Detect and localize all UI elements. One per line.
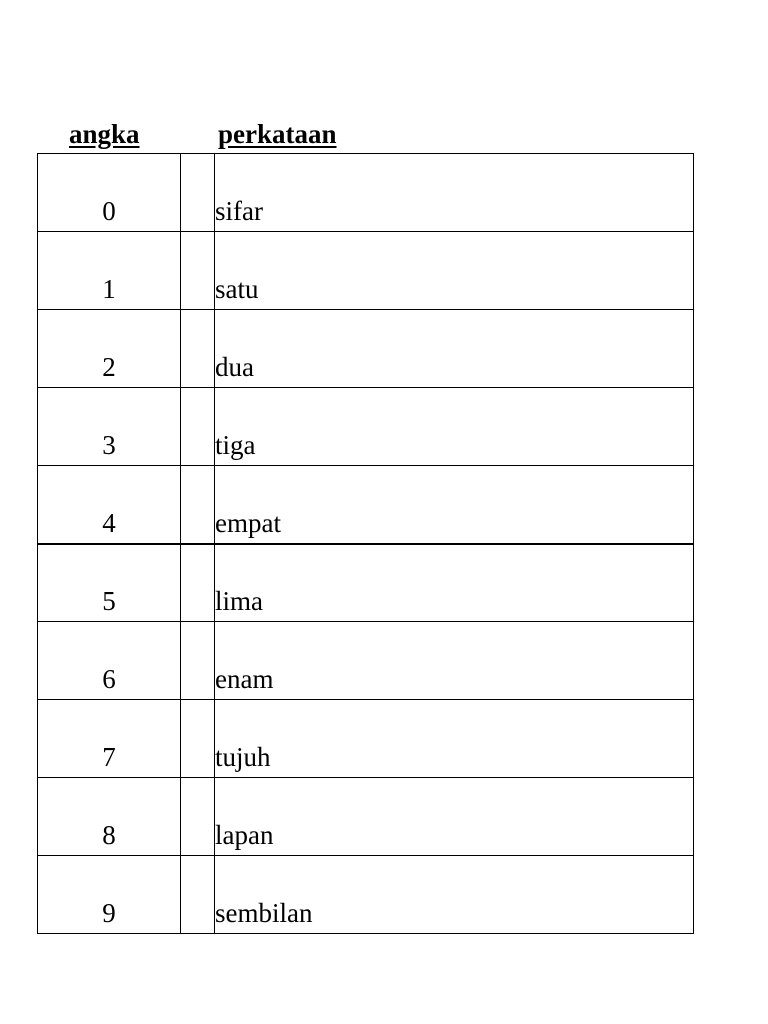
word-cell: tujuh	[215, 700, 694, 778]
number-cell: 0	[38, 154, 181, 232]
table-row	[38, 700, 694, 778]
table-row	[38, 310, 694, 388]
number-words-table	[37, 153, 694, 934]
table-row	[38, 388, 694, 466]
spacer-cell	[181, 544, 215, 622]
number-cell: 4	[38, 466, 181, 544]
number-cell: 6	[38, 622, 181, 700]
table-row	[38, 544, 694, 622]
number-cell: 9	[38, 856, 181, 934]
spacer-cell	[181, 232, 215, 310]
number-cell: 7	[38, 700, 181, 778]
spacer-cell	[181, 310, 215, 388]
word-cell: satu	[215, 232, 694, 310]
table-row	[38, 778, 694, 856]
word-cell: lima	[215, 544, 694, 622]
header-number: angka	[69, 119, 140, 149]
word-cell: tiga	[215, 388, 694, 466]
word-cell: enam	[215, 622, 694, 700]
number-cell: 5	[38, 544, 181, 622]
number-cell: 1	[38, 232, 181, 310]
table-row	[38, 856, 694, 934]
word-cell: sifar	[215, 154, 694, 232]
word-cell: dua	[215, 310, 694, 388]
number-cell: 2	[38, 310, 181, 388]
number-cell: 8	[38, 778, 181, 856]
spacer-cell	[181, 622, 215, 700]
spacer-cell	[181, 466, 215, 544]
table-row	[38, 622, 694, 700]
word-cell: sembilan	[215, 856, 694, 934]
word-cell: empat	[215, 466, 694, 544]
spacer-cell	[181, 778, 215, 856]
spacer-cell	[181, 700, 215, 778]
header-word: perkataan	[218, 119, 337, 149]
table-row	[38, 154, 694, 232]
table-row	[38, 232, 694, 310]
number-cell: 3	[38, 388, 181, 466]
spacer-cell	[181, 388, 215, 466]
spacer-cell	[181, 856, 215, 934]
table-row	[38, 466, 694, 544]
word-cell: lapan	[215, 778, 694, 856]
spacer-cell	[181, 154, 215, 232]
